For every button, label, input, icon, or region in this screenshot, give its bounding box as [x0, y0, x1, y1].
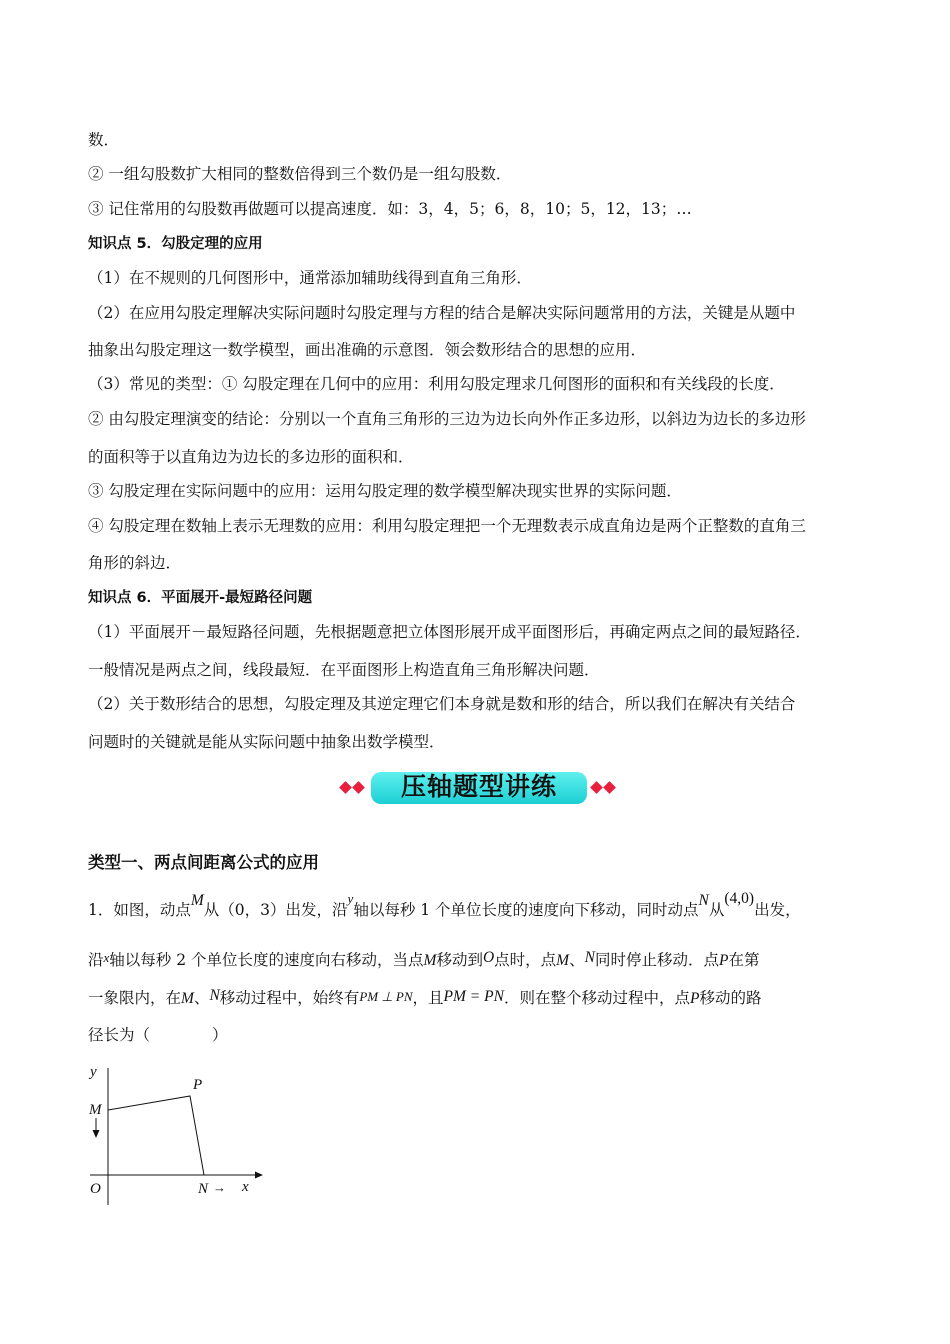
problem-line: 径长为（ ） [88, 1026, 228, 1044]
math-var: P [689, 990, 700, 1007]
text-line: ② 由勾股定理演变的结论：分别以一个直角三角形的三边为边长向外作正多边形，以斜边为边长的多边形 [88, 410, 806, 428]
text-line: 抽象出勾股定理这一数学模型，画出准确的示意图．领会数形结合的思想的应用． [88, 341, 647, 359]
math-var: O [482, 949, 495, 966]
text-line: （2）在应用勾股定理解决实际问题时勾股定理与方程的结合是解决实际问题常用的方法，关键是从题中 [88, 304, 796, 322]
problem-text: 、 [569, 951, 585, 969]
math-var: y [347, 891, 354, 906]
problem-text: 轴以每秒 1 个单位长度的速度向下移动，同时动点 [353, 901, 699, 919]
path-M-P-N [108, 1096, 204, 1175]
right-arrow-icon: → [213, 1180, 226, 1195]
text-line: 的面积等于以直角边为边长的多边形的面积和． [88, 448, 414, 466]
problem-text: ，且 [412, 989, 444, 1007]
problem-text: ．则在整个移动过程中，点 [503, 989, 690, 1007]
problem-text: 从 [708, 901, 725, 919]
problem-text: 沿 [88, 951, 104, 969]
origin-O-label: O [90, 1181, 101, 1197]
math-var: M [556, 952, 570, 969]
section-title: 类型一、两点间距离公式的应用 [88, 853, 319, 872]
section-banner [336, 768, 620, 808]
text-line: ② 一组勾股数扩大相同的整数倍得到三个数仍是一组勾股数． [88, 165, 512, 183]
math-var: M [190, 892, 204, 909]
problem-text: 点时，点 [494, 951, 557, 969]
text-line: 一般情况是两点之间，线段最短．在平面图形上构造直角三角形解决问题． [88, 661, 600, 679]
diamond-ornament-icon [352, 781, 365, 794]
math-var: x [103, 950, 110, 965]
point-N-label: N [198, 1181, 209, 1197]
math-var: P [718, 952, 729, 969]
problem-text: 轴以每秒 2 个单位长度的速度向右移动，当点 [109, 951, 424, 969]
y-axis-label: y [90, 1064, 97, 1080]
text-line: 数． [88, 131, 120, 149]
text-line: ③ 记住常用的勾股数再做题可以提高速度．如：3，4，5；6，8，10；5，12，13；… [88, 200, 692, 218]
math-var: N [698, 892, 709, 909]
problem-text: 1．如图，动点 [88, 901, 191, 919]
problem-text: 一象限内，在 [88, 989, 182, 1007]
problem-text: 从（0，3）出发，沿 [203, 901, 348, 919]
problem-text: 、 [193, 989, 210, 1007]
problem-text: 同时停止移动．点 [594, 951, 719, 969]
diamond-ornament-icon [603, 781, 616, 794]
problem-text: 移动的路 [699, 989, 762, 1007]
math-var: N [209, 987, 220, 1004]
problem-text: 出发， [754, 901, 801, 919]
text-line: 角形的斜边． [88, 554, 182, 572]
text-line: （2）关于数形结合的思想，勾股定理及其逆定理它们本身就是数和形的结合，所以我们在解决有关结合 [88, 695, 796, 713]
text-line: （1）在不规则的几何图形中，通常添加辅助线得到直角三角形． [88, 269, 532, 287]
problem-line [88, 988, 761, 1009]
math-var: N [584, 949, 595, 966]
math-var: M [181, 990, 194, 1007]
diamond-ornament-icon [339, 781, 352, 794]
text-line: ③ 勾股定理在实际问题中的应用：运用勾股定理的数学模型解决现实世界的实际问题． [88, 482, 682, 500]
text-line: ④ 勾股定理在数轴上表示无理数的应用：利用勾股定理把一个无理数表示成直角边是两个正整数的直角三 [88, 517, 806, 535]
math-expression: (4,0) [724, 890, 755, 907]
coordinate-figure [80, 1060, 270, 1210]
math-expression: PM ⊥ PN [359, 989, 413, 1004]
problem-line [88, 950, 759, 971]
knowledge-point-6-heading: 知识点 6．平面展开-最短路径问题 [88, 590, 313, 606]
problem-line [88, 890, 801, 921]
x-axis-arrow-icon [255, 1172, 263, 1179]
text-line: （3）常见的类型：① 勾股定理在几何中的应用：利用勾股定理求几何图形的面积和有关线段的长度． [88, 375, 785, 393]
problem-text: 移动过程中，始终有 [219, 989, 360, 1007]
text-line: 问题时的关键就是能从实际问题中抽象出数学模型． [88, 733, 445, 751]
problem-text: 移动到 [436, 951, 483, 969]
math-expression: PM = PN [443, 988, 504, 1005]
banner-title: 压轴题型讲练 [400, 772, 557, 801]
text-line: （1）平面展开－最短路径问题，先根据题意把立体图形展开成平面图形后，再确定两点之间的最短路径． [88, 623, 811, 641]
math-var: M [423, 952, 437, 969]
knowledge-point-5-heading: 知识点 5．勾股定理的应用 [88, 236, 263, 252]
point-P-label: P [193, 1077, 203, 1093]
x-axis-label: x [242, 1179, 249, 1195]
point-M-label: M [89, 1102, 102, 1118]
down-arrow-head-icon [93, 1130, 100, 1138]
problem-text: 在第 [728, 951, 760, 969]
diamond-ornament-icon [590, 781, 603, 794]
